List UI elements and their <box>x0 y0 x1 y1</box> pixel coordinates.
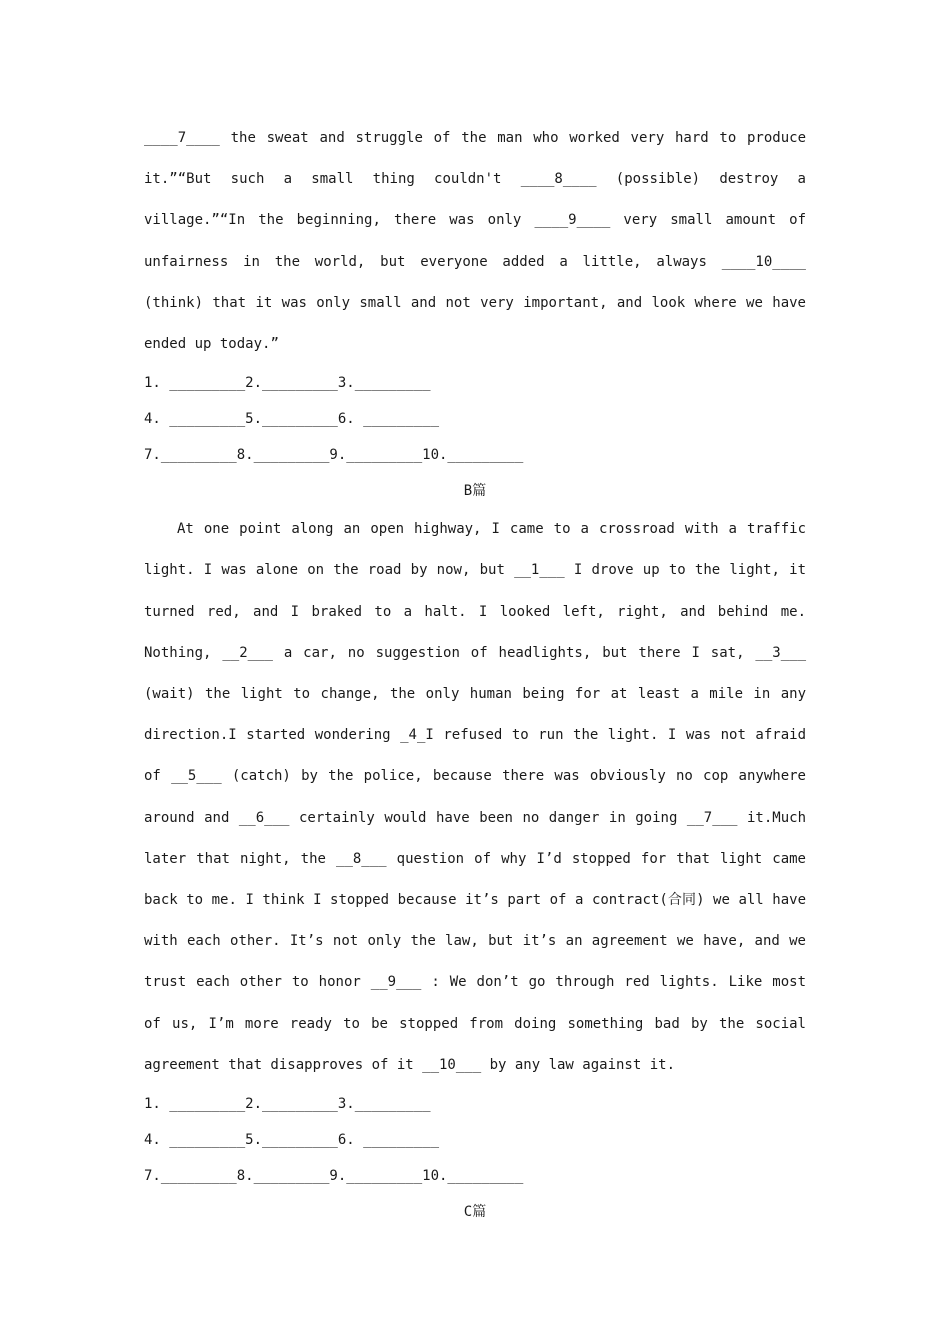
passage-b-line: by the social agreement that disapproves of it __10___ by any law against it. <box>144 1015 806 1073</box>
passage-a-line: that it was only small and not very important, and look where we have ended up <box>144 294 806 353</box>
passage-a-line: village.”“In the beginning, there was only ____9____ very small amount of <box>144 212 806 229</box>
passage-a-line: ____7____ the sweat and struggle of the man who worked very hard to produce <box>144 130 806 146</box>
answer-row: 7._________8._________9._________10._________ <box>144 1168 524 1185</box>
answer-row: 4. _________5._________6. _________ <box>144 1132 440 1149</box>
passage-b-line: around and __6___ certainly would have been no danger in going __7___ it.Much <box>144 809 806 826</box>
passage-b <box>144 509 806 1086</box>
passage-b-line: direction.I started wondering _4_I refused to run the light. I was not afraid <box>144 727 806 744</box>
section-heading-b: B篇 <box>463 483 487 500</box>
document-content <box>144 118 806 1230</box>
passage-b-line: (wait) the light to change, the only human being for at least a mile in any <box>144 686 806 703</box>
section-heading-c: C篇 <box>463 1204 487 1221</box>
answer-row: 1. _________2._________3._________ <box>144 1096 431 1113</box>
passage-a-line: today.” <box>219 336 279 353</box>
passage-b-line: back to me. I think I stopped because it’s part of a contract(合同) we all <box>144 892 764 909</box>
passage-a-line: unfairness in the world, but everyone added a little, always ____10____ (think) <box>144 253 806 311</box>
answer-blanks-a <box>144 365 806 473</box>
passage-b-line: At one point along an open highway, I came to a crossroad with a traffic <box>177 521 806 538</box>
answer-blanks-b <box>144 1086 806 1194</box>
passage-b-line: later that night, the __8___ question of why I’d stopped for that light came <box>144 850 806 867</box>
passage-a-line: it.”“But such a small thing couldn't ____8____ (possible) destroy a <box>144 171 806 188</box>
passage-b-line: have with each other. It’s not only the law, but it’s an agreement we <box>144 892 806 950</box>
answer-row: 1. _________2._________3._________ <box>144 375 431 392</box>
passage-b-line: light. I was alone on the road by now, but __1___ I drove up to the light, it <box>144 562 806 579</box>
passage-a-tail <box>144 118 806 365</box>
passage-b-line: turned red, and I braked to a halt. I looked left, right, and behind me. <box>144 603 806 620</box>
passage-b-line: lights. Like most of us, I’m more ready to be stopped from doing something bad <box>144 974 807 1032</box>
passage-b-line: Nothing, __2___ a car, no suggestion of headlights, but there I sat, __3___ <box>144 644 806 661</box>
passage-b-line: have, and we trust each other to honor __9___ : We don’t go through red <box>144 933 806 991</box>
passage-b-line: of __5___ (catch) by the police, because there was obviously no cop anywhere <box>144 768 806 785</box>
answer-row: 4. _________5._________6. _________ <box>144 411 440 428</box>
answer-row: 7._________8._________9._________10._________ <box>144 447 524 464</box>
